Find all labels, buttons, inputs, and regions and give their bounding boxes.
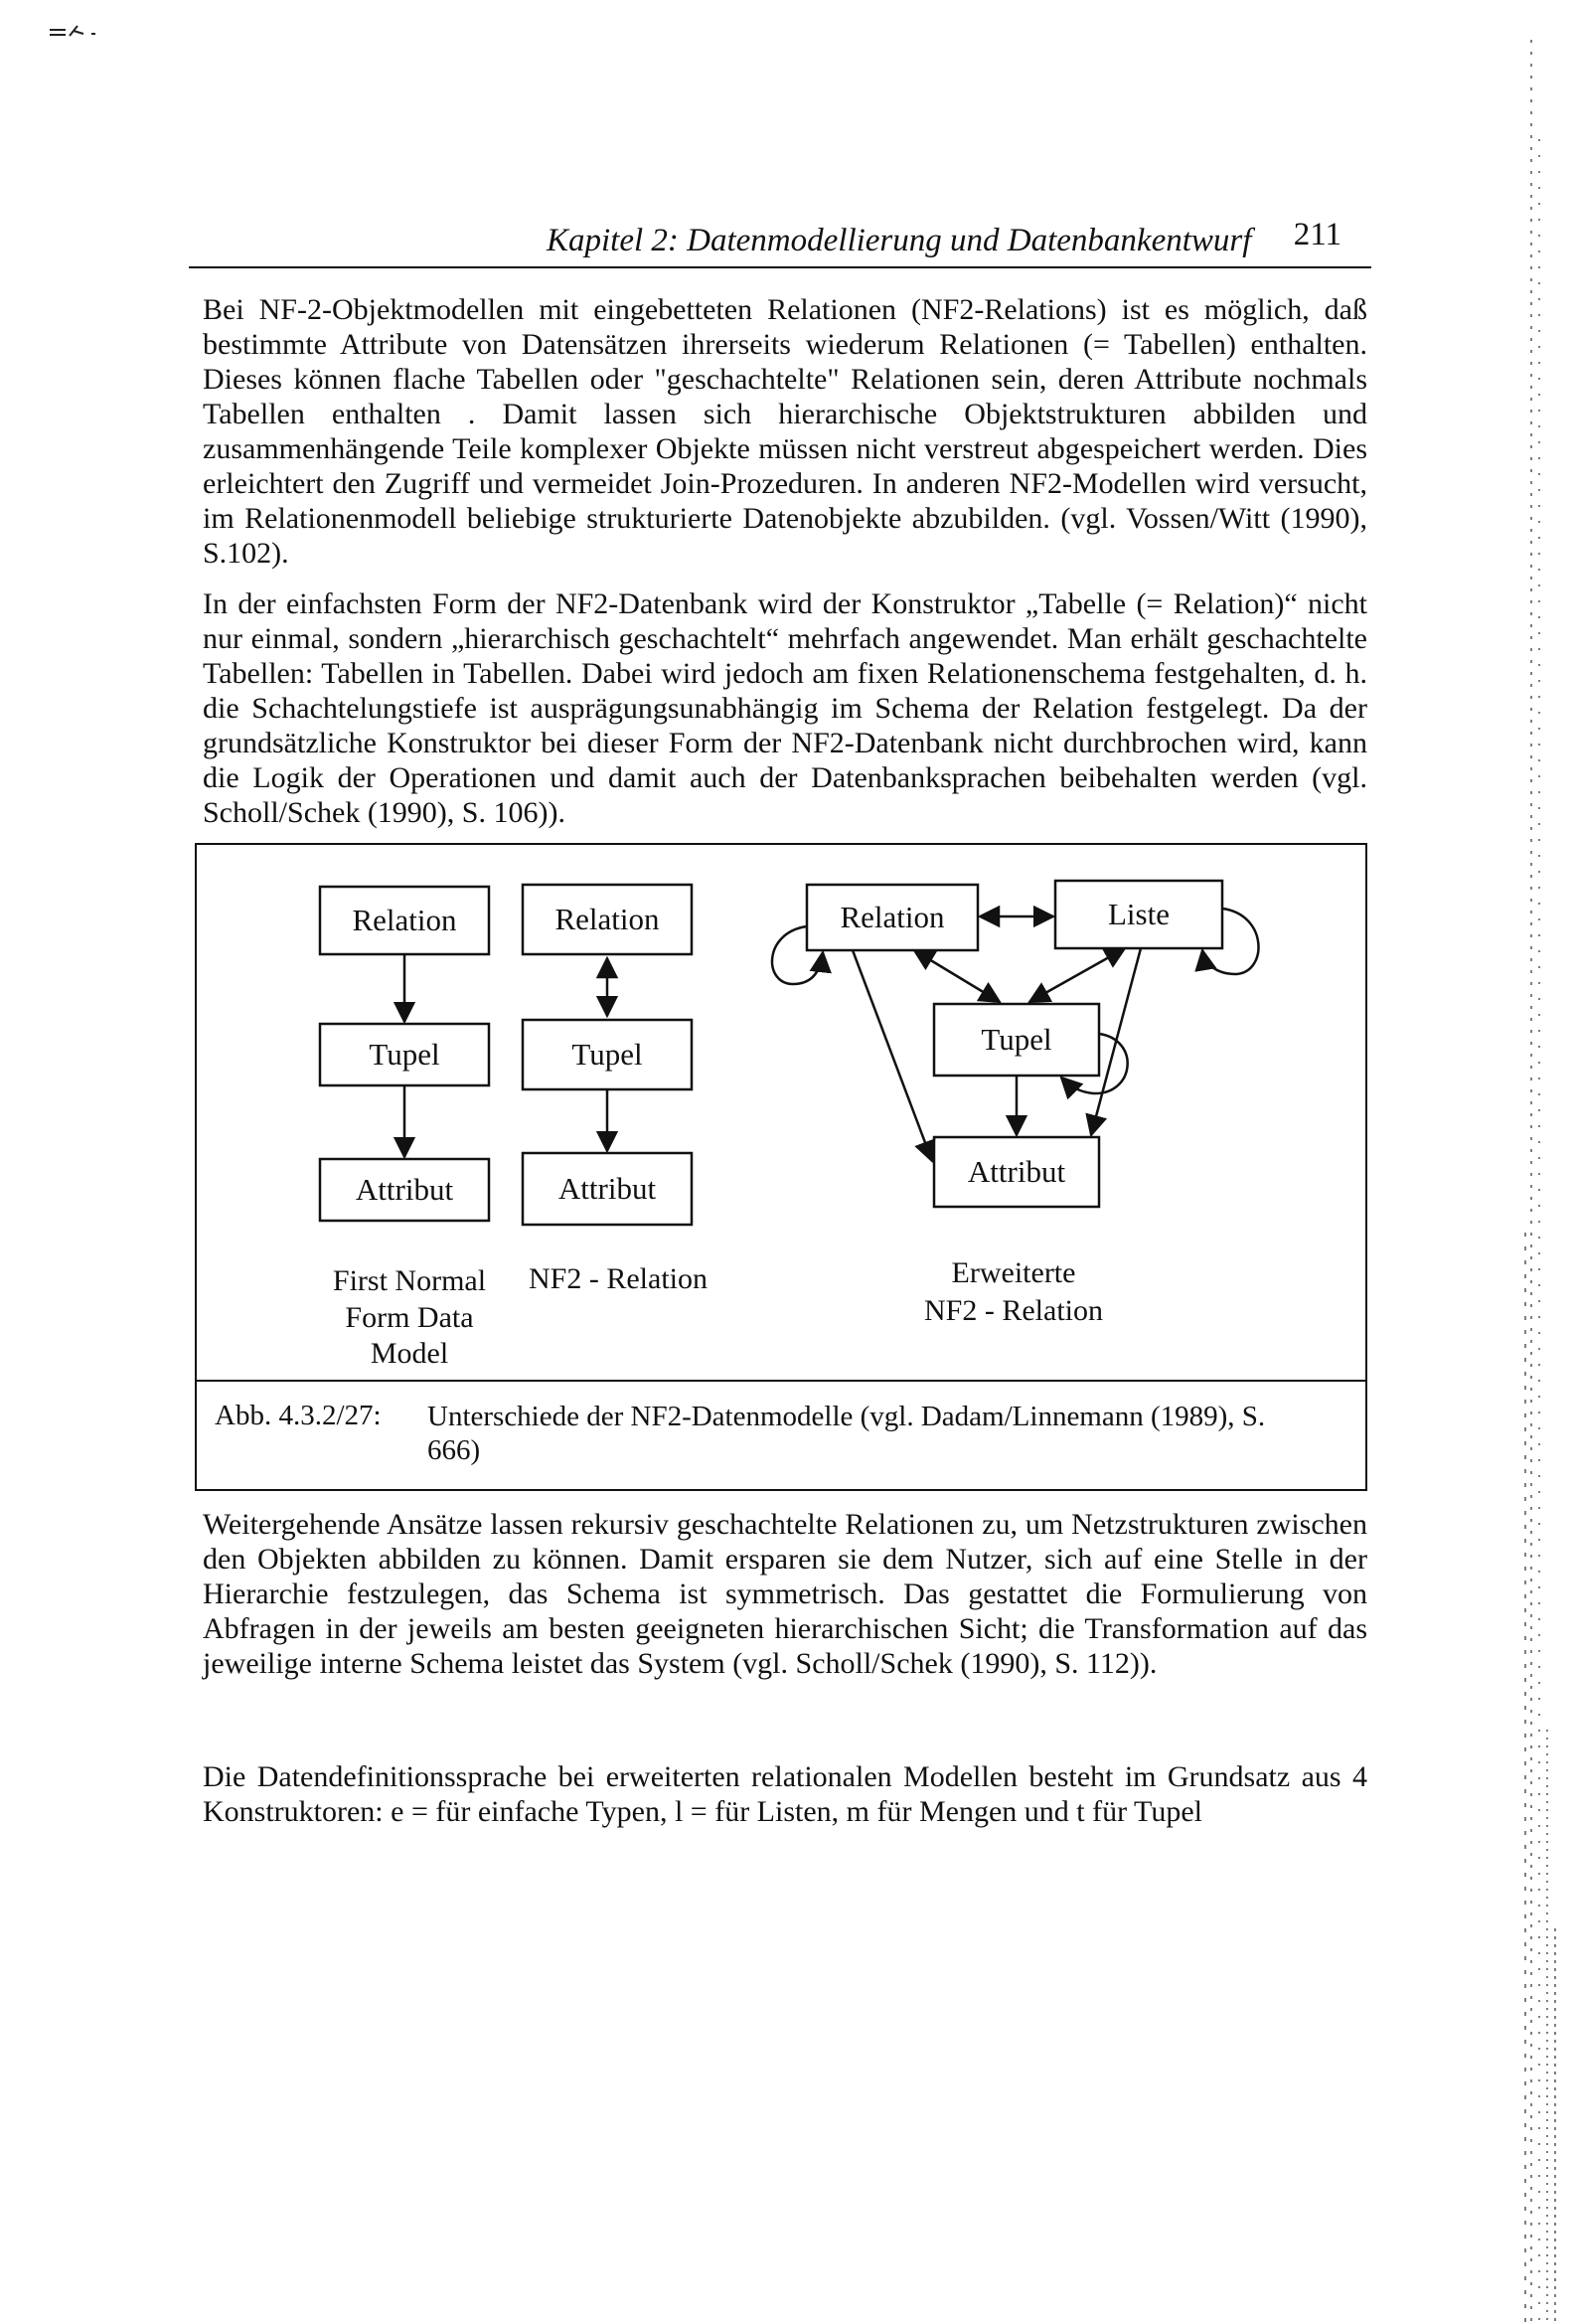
m3-liste-label: Liste	[1108, 897, 1170, 931]
header-rule	[189, 266, 1371, 268]
m3-tupel-label: Tupel	[981, 1022, 1052, 1057]
m2-attribut-label: Attribut	[557, 1171, 657, 1206]
m1-caption-line-2: Form Data	[345, 1301, 474, 1334]
paragraph-4: Die Datendefinitionssprache bei erweiterten relationalen Modellen besteht im Grundsatz aus 4 Konstruktoren: e = für einfache Typen, l = für Listen, m für Mengen und t für Tupel	[203, 1760, 1367, 1828]
figure-caption-text: Unterschiede der NF2-Datenmodelle (vgl. Dadam/Linnemann (1989), S. 666)	[427, 1401, 1266, 1466]
paragraph-2: In der einfachsten Form der NF2-Datenbank wird der Konstruktor „Tabelle (= Relation)“ nicht nur einmal, sondern „hierarchisch geschachtelt“ mehrfach angewendet. Man erhält geschachtelte Tabellen: Tabellen in Tabellen. Dabei wird jedoch am fixen Relationenschema festgehalten, d. h. die Schachtelungstiefe ist ausprägungsunabhängig im Schema der Relation festgelegt. Da der grundsätzliche Konstruktor bei dieser Form der NF2-Datenbank nicht durchbrochen wird, kann die Logik der Operationen und damit auch der Datenbanksprachen beibehalten werden (vgl. Scholl/Schek (1990), S. 106)).	[203, 587, 1367, 829]
m1-caption-line-1: First Normal	[332, 1264, 487, 1297]
figure-nf2-models	[195, 843, 1367, 1491]
diagram	[197, 845, 1365, 1382]
paragraph-3: Weitergehende Ansätze lassen rekursiv geschachtelte Relationen zu, um Netzstrukturen zwischen den Objekten abbilden zu können. Damit ersparen sie dem Nutzer, sich auf eine Stelle in der Hierarchie festzulegen, das Schema ist symmetrisch. Das gestattet die Formulierung von Abfragen in der jeweils am besten geeigneten hierarchischen Sicht; die Transformation auf das jeweilige interne Schema leistet das System (vgl. Scholl/Schek (1990), S. 112)).	[203, 1508, 1367, 1680]
m2-tupel-label: Tupel	[571, 1037, 643, 1072]
figure-caption-label: Abb. 4.3.2/27:	[215, 1400, 382, 1431]
m3-arrow-relation-attribut	[853, 950, 932, 1161]
scan-edge-noise	[1517, 40, 1577, 2324]
m3-relation-label: Relation	[840, 900, 945, 934]
m3-arrow-liste-tupel	[1029, 948, 1125, 1002]
m1-caption-line-3: Model	[370, 1337, 449, 1370]
m3-self-loop-relation	[772, 926, 823, 984]
figure-caption	[197, 1380, 1365, 1493]
scan-mark	[48, 22, 107, 42]
m3-self-loop-tupel	[1061, 1034, 1128, 1093]
m1-tupel-label: Tupel	[369, 1037, 440, 1072]
m3-attribut-label: Attribut	[967, 1154, 1066, 1189]
m3-caption-line-2: NF2 - Relation	[924, 1294, 1103, 1327]
m3-caption-line-1: Erweiterte	[951, 1256, 1076, 1289]
m2-relation-label: Relation	[554, 902, 660, 936]
m3-arrow-relation-tupel	[914, 950, 1000, 1002]
header-chapter-title: Kapitel 2: Datenmodellierung und Datenbankentwurf	[547, 223, 1252, 258]
paragraph-1: Bei NF-2-Objektmodellen mit eingebetteten Relationen (NF2-Relations) ist es möglich, daß bestimmte Attribute von Datensätzen ihrerseits wiederum Relationen (= Tabellen) enthalten. Dieses können flache Tabellen oder "geschachtelte" Relationen sein, deren Attribute nochmals Tabellen enthalten . Damit lassen sich hierarchische Objektstrukturen abbilden und zusammenhängende Teile komplexer Objekte müssen nicht verstreut abgespeichert werden. Dies erleichtert den Zugriff und vermeidet Join-Prozeduren. In anderen NF2-Modellen wird versucht, im Relationenmodell beliebige strukturierte Datenobjekte abzubilden. (vgl. Vossen/Witt (1990), S.102).	[203, 293, 1367, 570]
page-number: 211	[1293, 217, 1341, 252]
m1-relation-label: Relation	[352, 903, 457, 937]
m1-attribut-label: Attribut	[355, 1172, 454, 1207]
m2-caption: NF2 - Relation	[529, 1262, 708, 1295]
running-header	[189, 217, 1371, 268]
m3-self-loop-liste	[1202, 909, 1258, 974]
